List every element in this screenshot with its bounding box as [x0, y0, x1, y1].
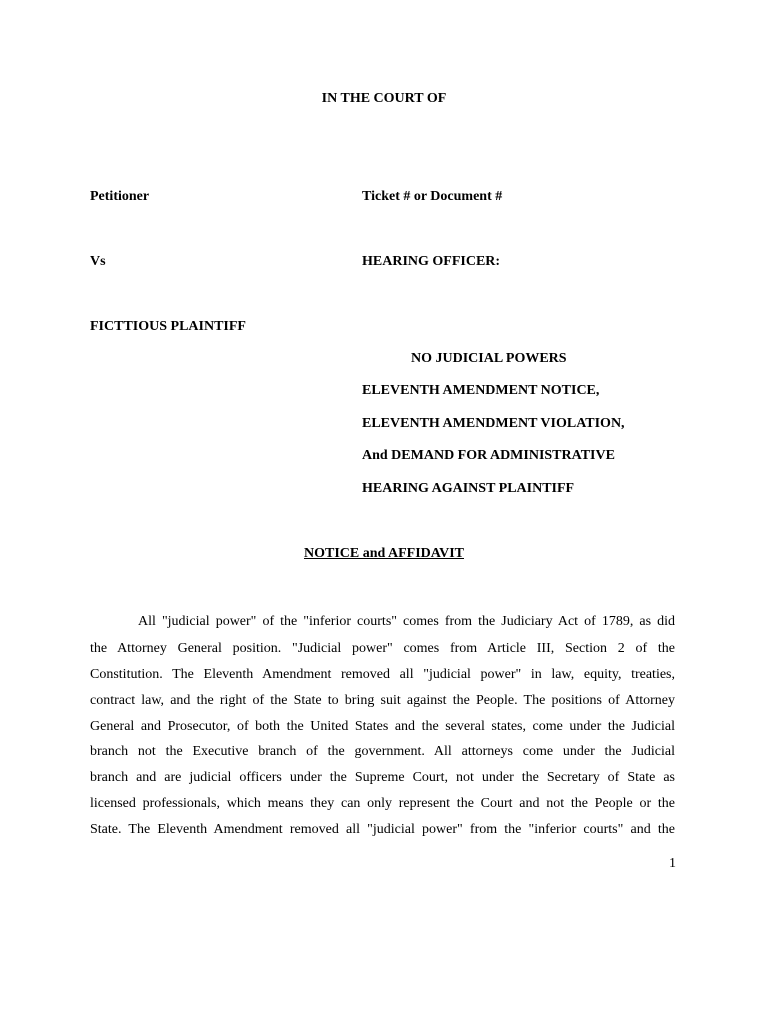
- body-line: General and Prosecutor, of both the United States and the several states, come under the Judicial: [90, 719, 675, 734]
- caption-title-line: ELEVENTH AMENDMENT NOTICE,: [362, 383, 600, 398]
- body-line: branch not the Executive branch of the government. All attorneys come under the Judicial: [90, 744, 675, 759]
- body-line: branch and are judicial officers under the Supreme Court, not under the Secretary of State as: [90, 770, 675, 785]
- court-title: IN THE COURT OF: [321, 91, 447, 106]
- body-line: contract law, and the right of the State to bring suit against the People. The positions of Attorney: [90, 693, 675, 708]
- petitioner-label: Petitioner: [90, 189, 150, 204]
- page-number: 1: [669, 856, 676, 871]
- body-line: the Attorney General position. "Judicial power" comes from Article III, Section 2 of the: [90, 641, 675, 656]
- caption-title-line: And DEMAND FOR ADMINISTRATIVE: [362, 448, 615, 463]
- caption-title-line: ELEVENTH AMENDMENT VIOLATION,: [362, 416, 625, 431]
- plaintiff-label: FICTTIOUS PLAINTIFF: [90, 319, 246, 334]
- caption-title-line: HEARING AGAINST PLAINTIFF: [362, 481, 575, 496]
- ticket-label: Ticket # or Document #: [362, 189, 503, 204]
- body-line: licensed professionals, which means they can only represent the Court and not the People or the: [90, 796, 675, 811]
- section-heading-text: NOTICE and AFFIDAVIT: [303, 546, 464, 561]
- hearing-officer-label: HEARING OFFICER:: [362, 254, 501, 269]
- body-line: Constitution. The Eleventh Amendment removed all "judicial power" in law, equity, treaties,: [90, 667, 675, 682]
- versus-label: Vs: [90, 254, 106, 269]
- body-line: All "judicial power" of the "inferior courts" comes from the Judiciary Act of 1789, as did: [138, 614, 675, 629]
- caption-title-line: NO JUDICIAL POWERS: [411, 351, 567, 366]
- section-heading: [0, 546, 768, 562]
- body-line: State. The Eleventh Amendment removed all "judicial power" from the "inferior courts" and the: [90, 822, 675, 837]
